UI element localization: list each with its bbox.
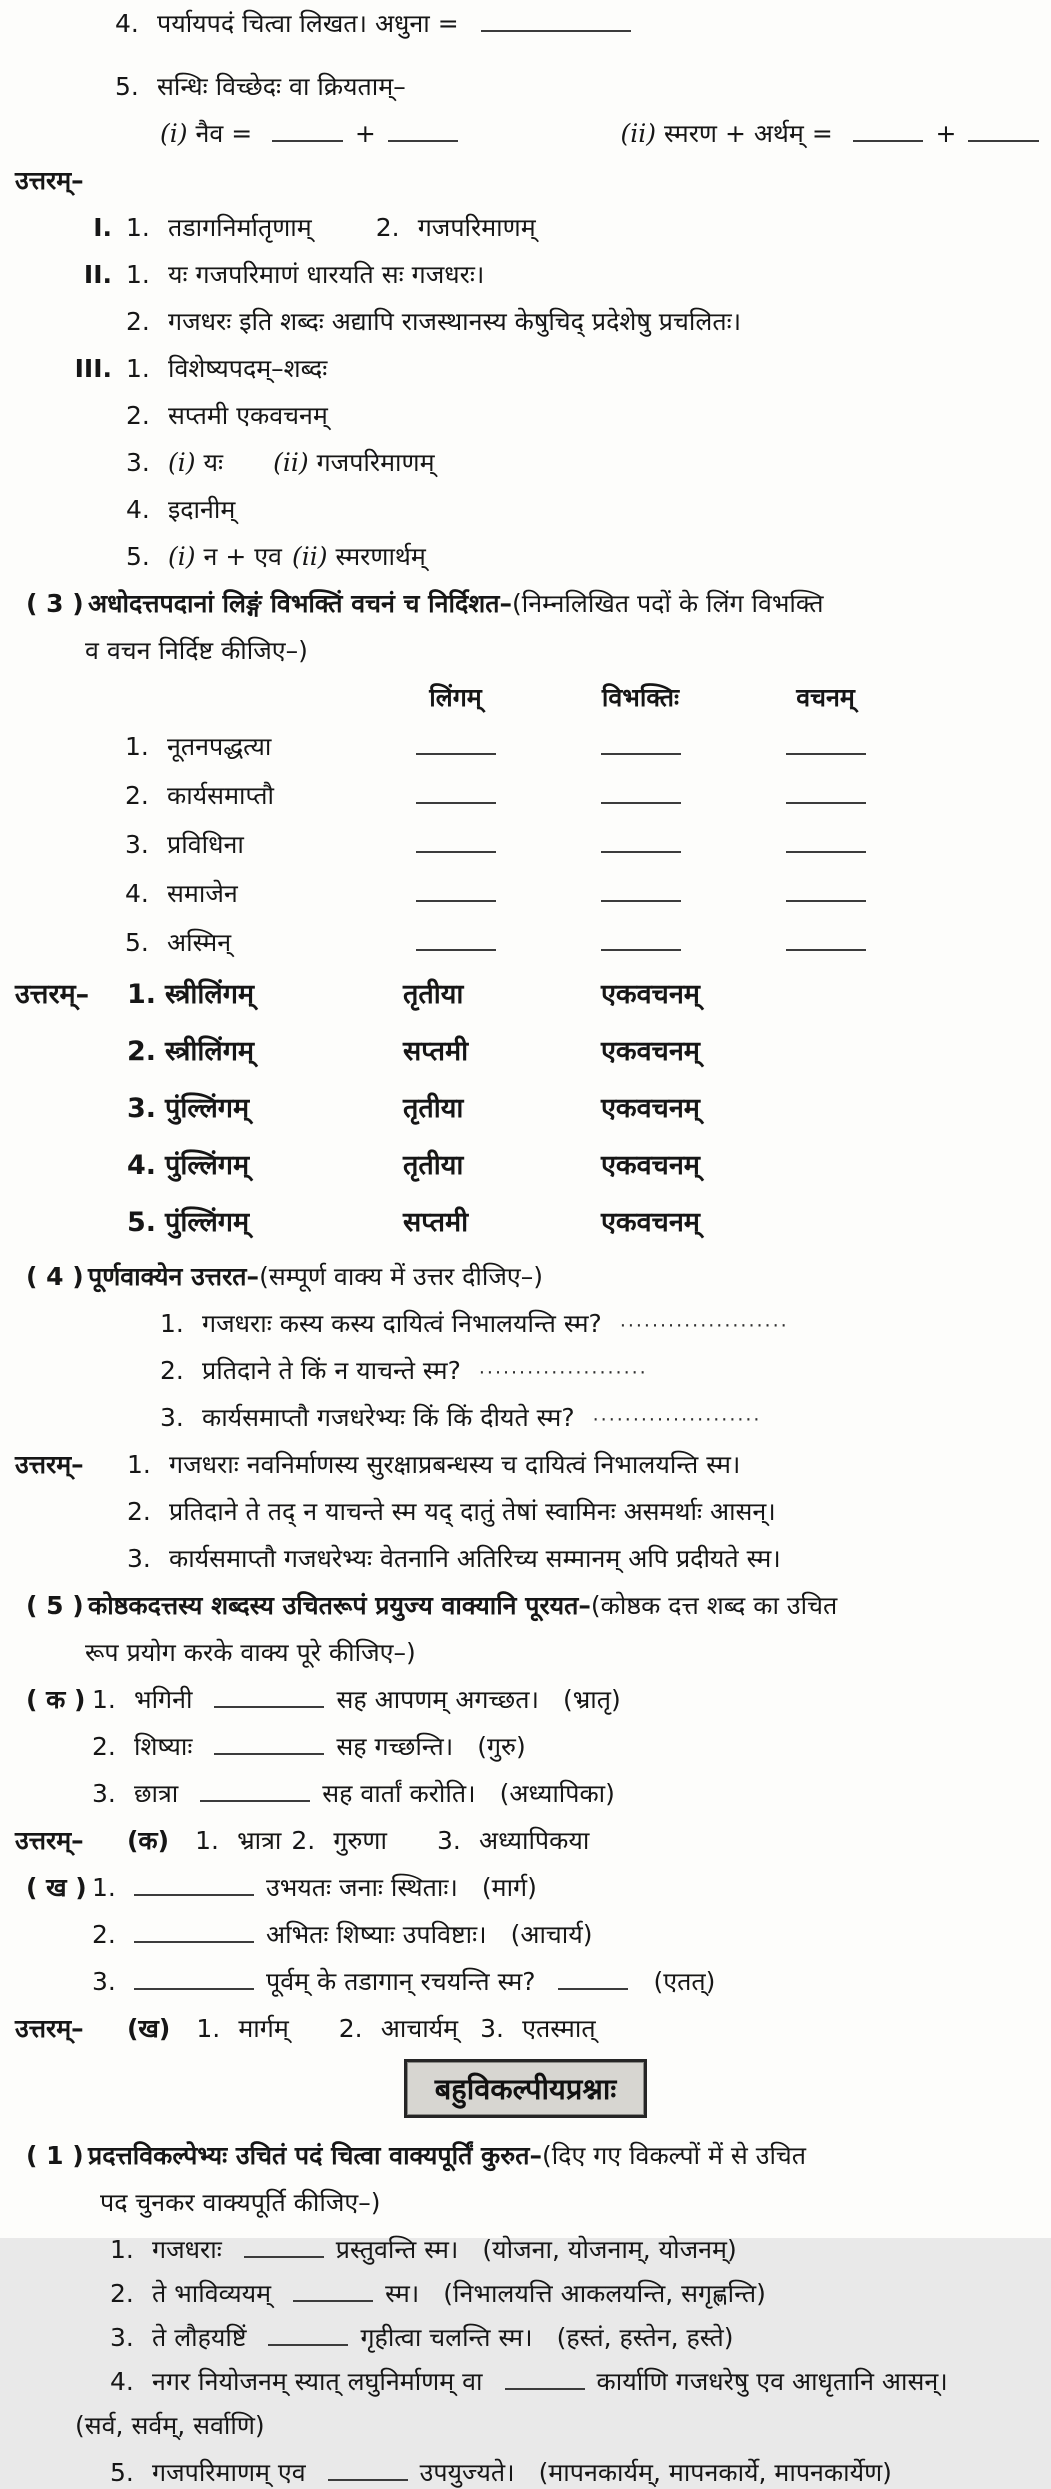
blank-line — [244, 2256, 324, 2258]
answer-text: प्रतिदाने ते तद् न याचन्ते स्म यद् दातुं तेषां स्वामिनः असमर्थाः आसन्। — [169, 1497, 776, 1526]
bracket-hint: (मार्ग) — [481, 1873, 537, 1902]
mcq-section-heading-cont — [0, 2185, 1051, 2219]
item-number: 2. — [126, 401, 150, 430]
fill-item-ka — [0, 1682, 1051, 1716]
fill-item-kha — [0, 1917, 1051, 1951]
blank-line — [601, 949, 681, 951]
word-cell — [125, 876, 363, 910]
item-number: 1. — [127, 1450, 151, 1479]
cell — [733, 949, 918, 956]
item-number: 1. — [126, 213, 150, 242]
sentence-pre: शिष्याः — [134, 1732, 193, 1761]
sentence-post: कार्याणि गजधरेषु एव आधृतानि आसन्। — [596, 2367, 948, 2396]
word-text: कार्यसमाप्तौ — [167, 781, 274, 810]
answer-row-kha — [0, 2011, 1051, 2045]
sentence-post: उभयतः जनाः स्थिताः। — [266, 1873, 458, 1902]
item-number: 2. — [126, 307, 150, 336]
vachan-value: एकवचनम् — [601, 1036, 700, 1067]
cell — [548, 949, 733, 956]
item-number: 3. — [126, 448, 150, 477]
equals-sign: = — [811, 119, 833, 148]
answer-row-III-3 — [0, 445, 1051, 479]
word-cell — [125, 827, 363, 861]
blank-line — [214, 1706, 324, 1708]
sentence-post: प्रस्तुवन्ति स्म। — [335, 2235, 459, 2264]
sentence-pre: नगर नियोजनम् स्यात् लघुनिर्माणम् वा — [152, 2367, 483, 2396]
dotted-line: ····················· — [478, 1362, 648, 1384]
blank-line — [416, 802, 496, 804]
blank-line — [786, 949, 866, 951]
section-title-hindi: (दिए गए विकल्पों में से उचित — [541, 2141, 807, 2170]
section-5-heading — [0, 1588, 1051, 1622]
item-number: 1. — [125, 732, 149, 761]
sentence-pre: भगिनी — [134, 1685, 193, 1714]
sentence-pre: ते लौहयष्टिं — [152, 2323, 247, 2352]
word-text: अस्मिन् — [167, 928, 232, 957]
blank-line — [416, 851, 496, 853]
item-number: 2. — [92, 1732, 116, 1761]
item-number: 3. — [125, 830, 149, 859]
section-4-heading — [0, 1259, 1051, 1293]
blank-line — [601, 851, 681, 853]
col-header-vibhakti: विभक्तिः — [601, 683, 680, 712]
blank-line — [505, 2388, 585, 2390]
item-number: 3. — [436, 1826, 461, 1855]
blank-line — [601, 753, 681, 755]
bracket-hint: (हस्तं, हस्तेन, हस्ते) — [556, 2323, 734, 2352]
section-title-hindi: (सम्पूर्ण वाक्य में उत्तर दीजिए–) — [259, 1262, 544, 1291]
section-3-heading-cont — [0, 633, 1051, 667]
answer-table-row — [0, 1088, 1051, 1125]
item-number: 5. — [125, 928, 149, 957]
blank-line — [134, 1941, 254, 1943]
answer-text: मार्गम् — [238, 2014, 289, 2043]
item-number: 2. — [160, 1356, 184, 1385]
section-title-sanskrit: पूर्णवाक्येन उत्तरत– — [88, 1262, 260, 1291]
answer-row-II-1 — [0, 257, 1051, 291]
roman-label-ii: (ii) — [620, 119, 657, 148]
section-title-hindi-2: व वचन निर्दिष्ट कीजिए–) — [85, 636, 308, 665]
item-number: 3. — [127, 1544, 151, 1573]
word-text: समाजेन — [167, 879, 238, 908]
roman-label-i: (i) — [160, 119, 188, 148]
item-number: 2. — [338, 2014, 363, 2043]
blank-line — [416, 900, 496, 902]
cell — [548, 802, 733, 809]
roman-numeral: II. — [83, 260, 112, 289]
item-number: 4. — [115, 9, 139, 38]
bracket-hint: (आचार्य) — [510, 1920, 593, 1949]
section-title-hindi-2: पद चुनकर वाक्यपूर्ति कीजिए–) — [100, 2188, 381, 2217]
cell — [363, 900, 548, 907]
vibhakti-value: तृतीया — [403, 1093, 464, 1124]
item-number: 5. — [126, 542, 150, 571]
gender-value: पुंल्लिंगम् — [165, 1207, 250, 1238]
question-text: कार्यसमाप्तौ गजधरेभ्यः किं किं दीयते स्म? — [202, 1403, 575, 1432]
item-text: सन्धिः विच्छेदः वा क्रियताम्– — [157, 72, 406, 101]
vibhakti-value: तृतीया — [403, 979, 464, 1010]
section-title-sanskrit: कोष्ठकदत्तस्य शब्दस्य उचितरूपं प्रयुज्य वाक्यानि पूरयत– — [88, 1591, 591, 1620]
answer-row-III-1 — [0, 351, 1051, 385]
cell — [733, 802, 918, 809]
cell — [363, 802, 548, 809]
item-number: 3. — [92, 1779, 116, 1808]
group-label-kha: ( ख ) — [26, 1873, 87, 1902]
answer-text: यः — [203, 448, 224, 477]
answer-row-II-2 — [0, 304, 1051, 338]
answer-table-row — [0, 1202, 1051, 1239]
answer-text: तडागनिर्मातृणाम् — [168, 213, 312, 242]
answer-row-III-4 — [0, 492, 1051, 526]
gender-value: पुंल्लिंगम् — [165, 1093, 250, 1124]
bracket-hint: (मापनकार्यम्, मापनकार्ये, मापनकार्येण) — [538, 2458, 892, 2487]
mcq-item — [0, 2455, 1051, 2489]
blank-line — [786, 900, 866, 902]
vibhakti-value: तृतीया — [403, 1150, 464, 1181]
bracket-hint: (निभालयत्ति आकलयन्ति, सगृह्णन्ति) — [443, 2279, 766, 2308]
answer-text: गजपरिमाणम् — [316, 448, 435, 477]
roman-numeral: I. — [93, 213, 112, 242]
vibhakti-value: सप्तमी — [403, 1207, 469, 1238]
sentence-post: सह गच्छन्ति। — [336, 1732, 454, 1761]
table-header-row — [0, 680, 1051, 714]
sentence-post: सह आपणम् अगच्छत। — [336, 1685, 539, 1714]
blank-line — [134, 1894, 254, 1896]
answer-row-ka — [0, 1823, 1051, 1857]
blank-line — [388, 140, 459, 142]
word-text: प्रविधिना — [167, 830, 244, 859]
item-number: 1. — [196, 2014, 221, 2043]
blank-line — [481, 30, 631, 32]
answer-label: उत्तरम्– — [15, 166, 84, 195]
mcq-item-hint-line — [0, 2408, 1051, 2442]
mcq-item — [0, 2364, 1051, 2398]
dotted-line: ····················· — [592, 1409, 762, 1431]
blank-line — [968, 140, 1039, 142]
answer-text: सप्तमी एकवचनम् — [168, 401, 328, 430]
fill-item-kha — [0, 1964, 1051, 1998]
roman-label-ii: (ii) — [273, 448, 309, 477]
blank-line — [601, 802, 681, 804]
section-title-sanskrit: प्रदत्तविकल्पेभ्यः उचितं पदं चित्वा वाक्यपूर्तिं कुरुत– — [88, 2141, 542, 2170]
fill-item-kha — [0, 1870, 1051, 1904]
section-5-heading-cont — [0, 1635, 1051, 1669]
section-title-sanskrit: अधोदत्तपदानां लिङ्गं विभक्तिं वचनं च निर्दिशत– — [88, 589, 513, 618]
blank-line — [786, 851, 866, 853]
item-number: 4. — [127, 1150, 157, 1181]
item-number: 3. — [127, 1093, 157, 1124]
roman-numeral: III. — [74, 354, 112, 383]
section-number: ( 5 ) — [26, 1591, 84, 1620]
gender-value: स्त्रीलिंगम् — [165, 1036, 255, 1067]
group-label-ka: ( क ) — [26, 1685, 86, 1714]
blank-line — [786, 802, 866, 804]
question-item-5 — [0, 69, 1051, 103]
item-number: 2. — [375, 213, 400, 242]
answer-text: स्मरणार्थम् — [335, 542, 426, 571]
mcq-item — [0, 2320, 1051, 2354]
sentence-post: गृहीत्वा चलन्ति स्म। — [360, 2323, 533, 2352]
bracket-hint: (योजना, योजनाम्, योजनम्) — [482, 2235, 737, 2264]
item-number: 1. — [92, 1873, 116, 1902]
bracket-hint: (सर्व, सर्वम्, सर्वाणि) — [75, 2411, 265, 2440]
item-number: 5. — [115, 72, 139, 101]
item-number: 2. — [125, 781, 149, 810]
item-number: 3. — [92, 1967, 116, 1996]
section-title-hindi: (कोष्ठक दत्त शब्द का उचित — [590, 1591, 838, 1620]
blank-line — [416, 753, 496, 755]
cell — [363, 949, 548, 956]
sentence-pre: गजपरिमाणम् एव — [152, 2458, 306, 2487]
sentence-post: सह वार्तां करोति। — [322, 1779, 476, 1808]
answer-table-row — [0, 1031, 1051, 1068]
answer-text: गुरुणा — [333, 1826, 387, 1855]
word-text: नूतनपद्धत्या — [167, 732, 272, 761]
sandhi-word: स्मरण + अर्थम् — [664, 119, 804, 148]
answer-label: उत्तरम्– — [15, 1450, 84, 1479]
item-number: 1. — [92, 1685, 116, 1714]
section-3-heading — [0, 586, 1051, 620]
sentence-post: पूर्वम् के तडागान् रचयन्ति स्म? — [266, 1967, 536, 1996]
cell — [548, 851, 733, 858]
blank-line — [272, 140, 343, 142]
mcq-heading-box: बहुविकल्पीयप्रश्नाः — [404, 2059, 647, 2118]
mcq-heading-row — [0, 2059, 1051, 2118]
question-item-4 — [0, 6, 1051, 56]
col-header-gender: लिंगम् — [429, 683, 482, 712]
gender-value: पुंल्लिंगम् — [165, 1150, 250, 1181]
answer-text: यः गजपरिमाणं धारयति सः गजधरः। — [168, 260, 485, 289]
section-number: ( 1 ) — [26, 2141, 84, 2170]
table-row — [0, 778, 1051, 812]
item-number: 2. — [110, 2279, 134, 2308]
item-number: 2. — [127, 1497, 151, 1526]
vachan-value: एकवचनम् — [601, 1207, 700, 1238]
question-text: गजधराः कस्य कस्य दायित्वं निभालयन्ति स्म? — [202, 1309, 602, 1338]
answer-text: आचार्यम् — [380, 2014, 459, 2043]
item-number: 3. — [480, 2014, 504, 2043]
blank-line — [786, 753, 866, 755]
sentence-post: स्म। — [385, 2279, 420, 2308]
vibhakti-value: सप्तमी — [403, 1036, 469, 1067]
sentence-post: अभितः शिष्याः उपविष्टाः। — [266, 1920, 487, 1949]
group-label-ka: (क) — [127, 1826, 170, 1855]
sentence-post: उपयुज्यते। — [419, 2458, 515, 2487]
section-number: ( 3 ) — [26, 589, 84, 618]
cell — [548, 900, 733, 907]
item-number: 4. — [126, 495, 150, 524]
mcq-item — [0, 2276, 1051, 2310]
item-number: 2. — [127, 1036, 157, 1067]
item-number: 2. — [291, 1826, 316, 1855]
word-cell — [125, 729, 363, 763]
cell — [548, 753, 733, 760]
item-number: 1. — [160, 1309, 184, 1338]
cell — [363, 753, 548, 760]
vachan-value: एकवचनम् — [601, 1150, 700, 1181]
section-number: ( 4 ) — [26, 1262, 84, 1291]
answer-item — [0, 1494, 1051, 1528]
answer-label: उत्तरम्– — [15, 979, 90, 1010]
dotted-line: ····················· — [619, 1315, 789, 1337]
item-number: 1. — [110, 2235, 134, 2264]
answer-item — [0, 1541, 1051, 1575]
item-number: 5. — [127, 1207, 157, 1238]
item-number: 1. — [126, 260, 150, 289]
section-title-hindi: (निम्नलिखित पदों के लिंग विभक्ति — [512, 589, 824, 618]
blank-line — [601, 900, 681, 902]
item-number: 5. — [110, 2458, 134, 2487]
answer-label: उत्तरम्– — [15, 1826, 84, 1855]
vachan-value: एकवचनम् — [601, 1093, 700, 1124]
item-number: 3. — [160, 1403, 184, 1432]
item-text: पर्यायपदं चित्वा लिखत। अधुना = — [157, 9, 459, 38]
mcq-section-heading — [0, 2138, 1051, 2172]
word-cell — [125, 925, 363, 959]
word-cell — [125, 778, 363, 812]
cell — [733, 753, 918, 760]
answer-label: उत्तरम्– — [15, 2014, 84, 2043]
cell — [733, 900, 918, 907]
item-number: 4. — [125, 879, 149, 908]
table-row — [0, 729, 1051, 763]
item-number: 3. — [110, 2323, 134, 2352]
cell — [733, 851, 918, 858]
fill-item-ka — [0, 1776, 1051, 1810]
answer-text: विशेष्यपदम्–शब्दः — [168, 354, 328, 383]
answer-item — [0, 1447, 1051, 1481]
table-row — [0, 925, 1051, 959]
answer-text: गजपरिमाणम् — [417, 213, 536, 242]
answer-text: गजधरः इति शब्दः अद्यापि राजस्थानस्य केषुचिद् प्रदेशेषु प्रचलितः। — [168, 307, 742, 336]
answer-text: कार्यसमाप्तौ गजधरेभ्यः वेतनानि अतिरिच्य सम्मानम् अपि प्रदीयते स्म। — [169, 1544, 781, 1573]
answer-text: भ्रात्रा — [237, 1826, 282, 1855]
blank-line — [134, 1988, 254, 1990]
bracket-hint: (एतत्) — [653, 1967, 716, 1996]
answer-text: अध्यापिकया — [478, 1826, 590, 1855]
fill-item-ka — [0, 1729, 1051, 1763]
item-number: 4. — [110, 2367, 134, 2396]
blank-line — [214, 1753, 324, 1755]
blank-line — [558, 1988, 628, 1990]
blank-line — [200, 1800, 310, 1802]
item-number: 1. — [195, 1826, 219, 1855]
question-item — [0, 1400, 1051, 1434]
blank-line — [416, 949, 496, 951]
col-header-vachan: वचनम् — [796, 683, 855, 712]
bracket-hint: (गुरु) — [477, 1732, 526, 1761]
bracket-hint: (भ्रातृ) — [562, 1685, 621, 1714]
plus-sign: + — [935, 119, 957, 148]
answer-text: इदानीम् — [168, 495, 236, 524]
plus-sign: + — [354, 119, 376, 148]
answer-row-III-2 — [0, 398, 1051, 432]
blank-line — [853, 140, 924, 142]
table-row — [0, 876, 1051, 910]
item-number: 1. — [126, 354, 150, 383]
answer-label-row — [0, 163, 1051, 197]
sandhi-word: नैव — [195, 119, 224, 148]
answer-table-row — [0, 974, 1051, 1011]
answer-table-row — [0, 1145, 1051, 1182]
bracket-hint: (अध्यापिका) — [499, 1779, 615, 1808]
answer-text: गजधराः नवनिर्माणस्य सुरक्षाप्रबन्धस्य च दायित्वं निभालयन्ति स्म। — [169, 1450, 741, 1479]
answer-row-III-5 — [0, 539, 1051, 573]
vachan-value: एकवचनम् — [601, 979, 700, 1010]
gender-value: स्त्रीलिंगम् — [165, 979, 255, 1010]
sentence-pre: छात्रा — [134, 1779, 179, 1808]
table-row — [0, 827, 1051, 861]
roman-label-ii: (ii) — [291, 542, 328, 571]
blank-line — [293, 2300, 373, 2302]
item-number: 1. — [127, 979, 157, 1010]
item-number: 2. — [92, 1920, 116, 1949]
sentence-pre: ते भाविव्ययम् — [152, 2279, 272, 2308]
equals-sign: = — [231, 119, 253, 148]
mcq-item — [0, 2232, 1051, 2266]
sentence-pre: गजधराः — [152, 2235, 222, 2264]
answer-text: एतस्मात् — [522, 2014, 596, 2043]
answer-text: न + एव — [203, 542, 282, 571]
answer-row-I — [0, 210, 1051, 244]
section-title-hindi-2: रूप प्रयोग करके वाक्य पूरे कीजिए–) — [85, 1638, 416, 1667]
group-label-kha: (ख) — [127, 2014, 171, 2043]
sandhi-line — [0, 116, 1051, 150]
roman-label-i: (i) — [168, 542, 196, 571]
question-item — [0, 1306, 1051, 1340]
roman-label-i: (i) — [168, 448, 196, 477]
cell — [363, 851, 548, 858]
question-text: प्रतिदाने ते किं न याचन्ते स्म? — [202, 1356, 461, 1385]
blank-line — [328, 2479, 408, 2481]
blank-line — [268, 2344, 348, 2346]
question-item — [0, 1353, 1051, 1387]
